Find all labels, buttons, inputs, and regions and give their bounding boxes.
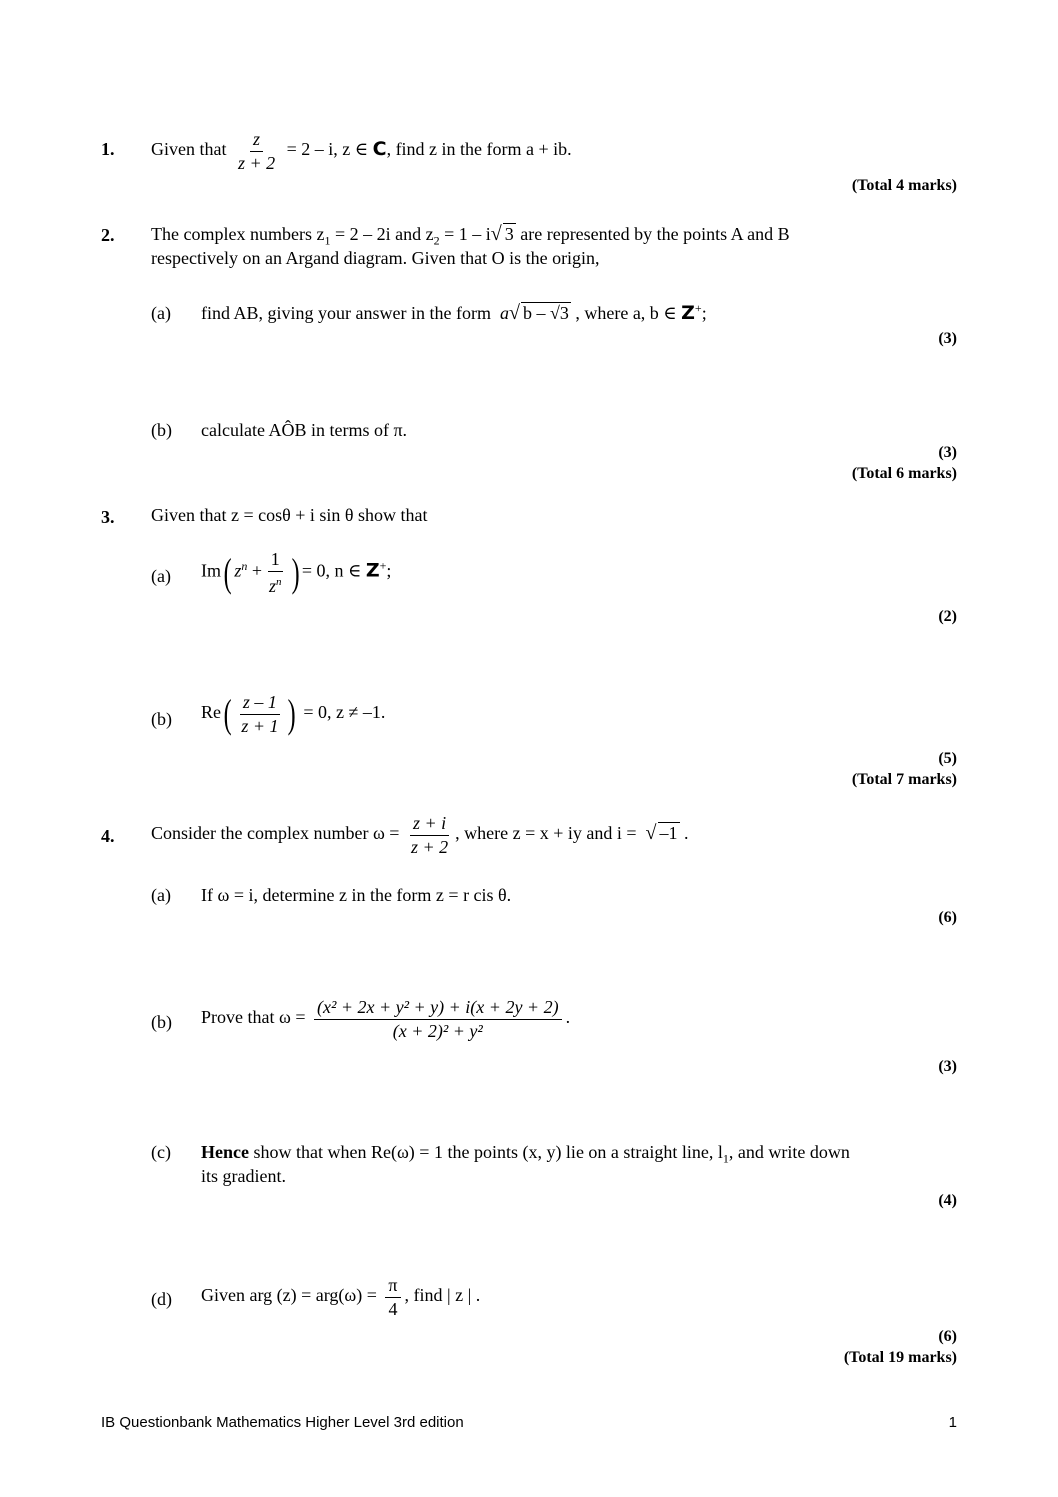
question-1-number: 1. <box>101 139 115 159</box>
q4b-label: (b) <box>151 1012 172 1032</box>
q3a-label: (a) <box>151 566 171 586</box>
q1-total-marks: (Total 4 marks) <box>851 177 957 194</box>
q1-frac-den: z + 2 <box>237 152 276 173</box>
q1-rest: , find z in the form a + ib. <box>386 139 572 160</box>
q1-equation: = 2 – i, z ∈ <box>286 139 369 160</box>
q4c-line-2: its gradient. <box>201 1166 286 1186</box>
q2-line-2: respectively on an Argand diagram. Given that O is the origin, <box>151 248 600 268</box>
q1-given: Given that <box>151 139 227 160</box>
q3-total-marks: (Total 7 marks) <box>851 771 957 788</box>
q1-fraction <box>235 128 278 174</box>
q4d-expression: Given arg (z) = arg(ω) = $\frac{\pi}{4}$ , find | z | . <box>201 1275 481 1319</box>
q3a-marks: (2) <box>938 608 957 625</box>
q4c-label: (c) <box>151 1142 171 1162</box>
q2-total-marks: (Total 6 marks) <box>851 465 957 482</box>
q4-intro: Consider the complex number ω = $\frac{z + i}{z + 2}$ , where z = x + iy and i = √ –1 . <box>151 813 689 857</box>
integer-set-symbol: Z <box>365 559 380 582</box>
q2-sqrt3: 3 <box>504 224 514 244</box>
q2b-text: calculate AÔB in terms of π. <box>201 420 408 440</box>
q3b-label: (b) <box>151 709 172 729</box>
q3-intro: Given that z = cosθ + i sin θ show that <box>151 505 428 525</box>
q3b-expression: Re( $\frac{z - 1}{z + 1}$ ) = 0, z ≠ –1. <box>201 691 386 736</box>
q2-line-1: The complex numbers $z_1 = 2 - 2i$ and $z_2 = 1 - i√$ 3 are represented by the points A and B <box>151 223 790 248</box>
q2b-marks: (3) <box>938 444 957 461</box>
q4d-label: (d) <box>151 1289 172 1309</box>
q4-total-marks: (Total 19 marks) <box>843 1349 957 1366</box>
q3a-expression: Im( $z^n$ + $\frac{1}{z^n}$ ) = 0, n ∈ Z+; <box>201 549 392 596</box>
question-4-number: 4. <box>101 826 115 846</box>
question-1-text <box>151 128 572 174</box>
q3b-marks: (5) <box>938 750 957 767</box>
q4a-marks: (6) <box>938 909 957 926</box>
q2a-marks: (3) <box>938 330 957 347</box>
complex-set-symbol: C <box>372 138 387 161</box>
q2b-label: (b) <box>151 420 172 440</box>
integer-set-symbol: Z <box>681 302 695 324</box>
question-2-number: 2. <box>101 225 115 245</box>
q4-sqrt-minus-one: –1 <box>659 823 678 844</box>
q4c-marks: (4) <box>938 1192 957 1209</box>
q4b-marks: (3) <box>938 1058 957 1075</box>
question-3-number: 3. <box>101 507 115 527</box>
q4d-marks: (6) <box>938 1328 957 1345</box>
q4a-label: (a) <box>151 885 171 905</box>
q2a-radical: b – √3 <box>522 303 569 323</box>
q2a-label: (a) <box>151 303 171 323</box>
q4c-line-1: Hence show that when Re(ω) = 1 the points (x, y) lie on a straight line, $l_1$, and write down <box>201 1142 850 1166</box>
q4b-expression: Prove that ω = $\frac{\text{(x² + 2x + y² + y) + i(x + 2y + 2)}}{\text{(x + 2)² + y²}}$ . <box>201 997 571 1041</box>
q1-frac-num: z <box>253 129 261 149</box>
q2a-text: find AB, giving your answer in the form a√ b – √3 , where a, b ∈ Z+; <box>201 301 707 324</box>
page-number: 1 <box>948 1414 957 1431</box>
footer-title: IB Questionbank Mathematics Higher Level 3rd edition <box>101 1414 464 1431</box>
q4a-text: If ω = i, determine z in the form z = r cis θ. <box>201 885 512 905</box>
